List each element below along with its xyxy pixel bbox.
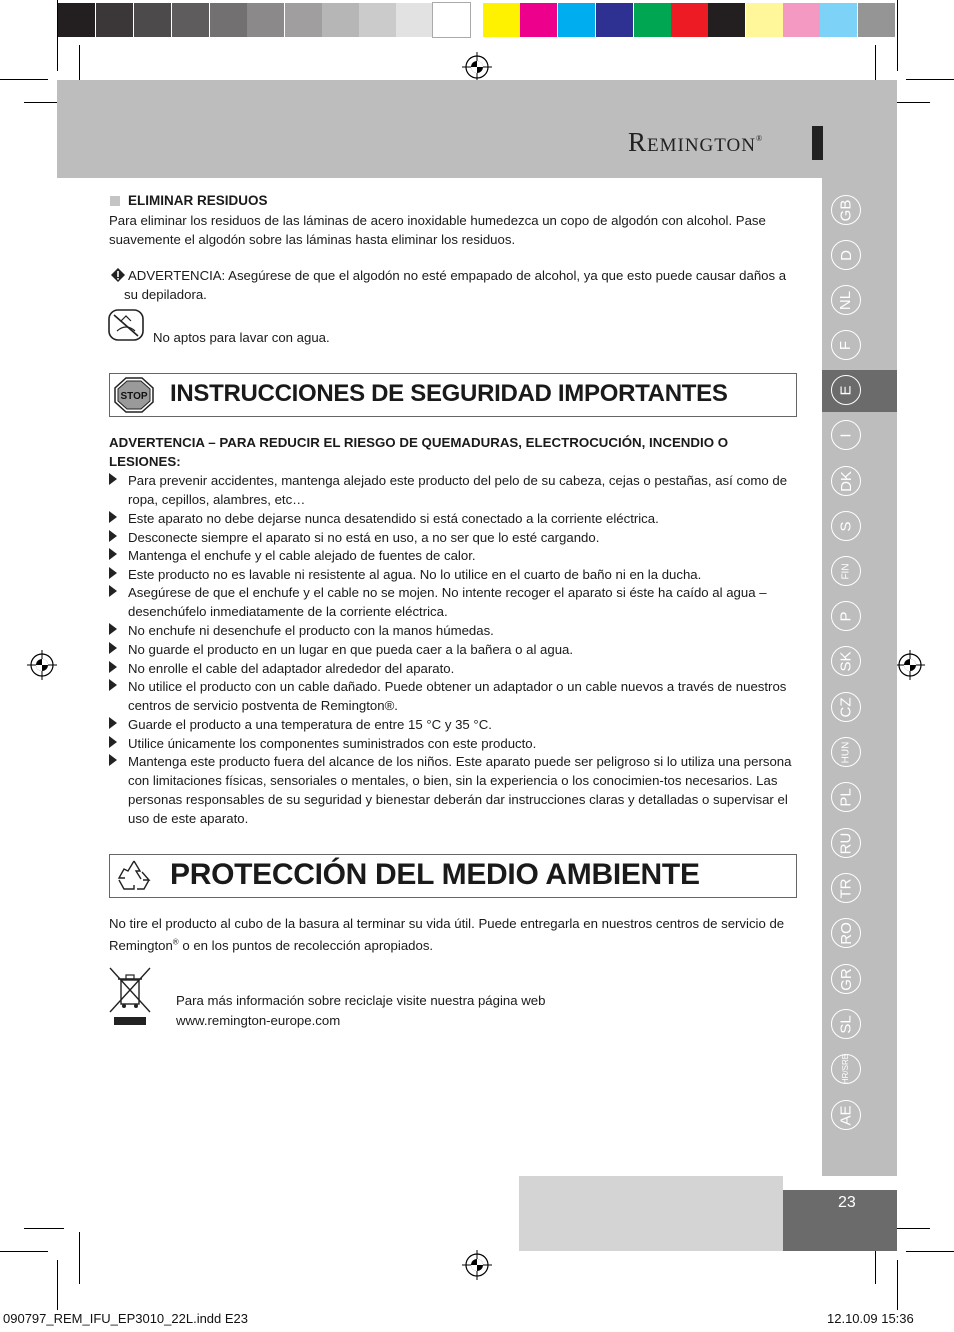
svg-text:STOP: STOP xyxy=(120,391,148,402)
language-tab-label: HR/SRB xyxy=(841,1053,851,1085)
language-tab-label: GB xyxy=(837,199,855,221)
process-color-swatch xyxy=(671,3,708,37)
language-tab-ae[interactable] xyxy=(831,1100,861,1130)
logo-bar xyxy=(812,126,823,160)
language-tab-e[interactable] xyxy=(831,375,861,405)
recycle-info-url[interactable]: www.remington-europe.com xyxy=(176,1013,341,1028)
environment-section-header xyxy=(109,854,797,898)
language-tab-ro[interactable] xyxy=(831,918,861,948)
recycle-info-line1: Para más información sobre reciclaje visite nuestra página web xyxy=(176,993,546,1008)
safety-item: Asegúrese de que el enchufe y el cable no se mojen. No intente recoger el aparato si éste ha caído al agua – desenchúfelo inmediatamente de la corriente eléctrica. xyxy=(128,585,767,619)
bullet-arrow-icon xyxy=(109,679,124,694)
environment-title: PROTECCIÓN DEL MEDIO AMBIENTE xyxy=(170,858,700,891)
language-tab-fin[interactable] xyxy=(831,556,861,586)
gray-swatch xyxy=(96,3,133,37)
language-tab-hun[interactable] xyxy=(831,737,861,767)
safety-item: Este producto no es lavable ni resistente al agua. No lo utilice en el cuarto de baño ni en la ducha. xyxy=(128,567,702,582)
language-tab-label: NL xyxy=(837,290,855,310)
language-tab-label: D xyxy=(837,249,855,261)
language-tab-cz[interactable] xyxy=(831,692,861,722)
bullet-arrow-icon xyxy=(109,548,124,563)
environment-paragraph xyxy=(109,914,799,955)
gray-swatch xyxy=(322,3,359,37)
language-tab-sk[interactable] xyxy=(831,646,861,676)
no-water-text: No aptos para lavar con agua. xyxy=(153,330,330,345)
language-tab-label: RU xyxy=(837,832,855,854)
language-tab-s[interactable] xyxy=(831,511,861,541)
process-color-swatch xyxy=(783,3,820,37)
bullet-arrow-icon xyxy=(109,585,124,600)
recycle-icon xyxy=(115,858,153,894)
safety-item: Guarde el producto a una temperatura de entre 15 °C y 35 °C. xyxy=(128,717,492,732)
language-tab-label: PL xyxy=(837,787,855,807)
registration-mark-top xyxy=(462,52,492,82)
process-color-swatch xyxy=(708,3,745,37)
bullet-arrow-icon xyxy=(109,642,124,657)
safety-item: Este aparato no debe dejarse nunca desatendido si está conectado a la corriente eléctrica. xyxy=(128,511,659,526)
language-tab-hr-srb[interactable] xyxy=(831,1054,861,1084)
language-tab-label: I xyxy=(837,432,855,438)
bullet-arrow-icon xyxy=(109,530,124,545)
safety-section-header xyxy=(109,373,797,417)
language-tab-label: F xyxy=(837,340,855,350)
bullet-arrow-icon xyxy=(109,623,124,638)
safety-title: INSTRUCCIONES DE SEGURIDAD IMPORTANTES xyxy=(170,380,728,407)
bullet-arrow-icon xyxy=(109,511,124,526)
language-tab-ru[interactable] xyxy=(831,828,861,858)
language-tab-label: TR xyxy=(837,878,855,898)
gray-swatch xyxy=(359,3,396,37)
gray-swatch xyxy=(134,3,171,37)
language-tab-dk[interactable] xyxy=(831,466,861,496)
process-color-swatch xyxy=(558,3,595,37)
process-color-swatch xyxy=(820,3,857,37)
gray-swatch xyxy=(433,3,470,37)
process-color-swatch xyxy=(858,3,895,37)
language-tab-nl[interactable] xyxy=(831,285,861,315)
language-tab-gr[interactable] xyxy=(831,964,861,994)
language-tab-label: FIN xyxy=(840,562,852,580)
language-tab-tr[interactable] xyxy=(831,873,861,903)
process-color-swatch xyxy=(746,3,783,37)
residue-warning: ADVERTENCIA: Asegúrese de que el algodón no esté empapado de alcohol, ya que esto puede causar daños a su depiladora. xyxy=(124,268,787,302)
gray-swatch xyxy=(58,3,95,37)
environment-paragraph-text: No tire el producto al cubo de la basura al terminar su vida útil. Puede entregarla en nuestros centros de servicio de Remington® o en los puntos de recolección apropiados. xyxy=(109,916,785,954)
language-tab-pl[interactable] xyxy=(831,782,861,812)
gray-swatch xyxy=(210,3,247,37)
process-color-swatch xyxy=(634,3,671,37)
language-tab-label: DK xyxy=(837,470,855,492)
registration-mark-left xyxy=(27,650,57,680)
process-color-swatch xyxy=(596,3,633,37)
footer-band xyxy=(519,1176,783,1251)
page-header xyxy=(57,80,897,178)
bullet-arrow-icon xyxy=(109,754,124,769)
language-tab-label: CZ xyxy=(837,697,855,717)
safety-item: Utilice únicamente los componentes suministrados con este producto. xyxy=(128,736,537,751)
file-slug: 090797_REM_IFU_EP3010_22L.indd E23 xyxy=(3,1311,249,1326)
safety-item: Para prevenir accidentes, mantenga alejado este producto del pelo de su cabeza, cejas o pestañas, así como de ropa, cepillos, alambres, etc… xyxy=(128,473,788,507)
weee-bin-icon xyxy=(108,966,152,1028)
page-number: 23 xyxy=(838,1194,856,1211)
safety-item: Desconecte siempre el aparato si no está en uso, a no ser que lo esté cargando. xyxy=(128,530,600,545)
language-tab-label: S xyxy=(837,520,855,532)
language-tab-label: HUN xyxy=(840,741,852,763)
language-tab-label: AE xyxy=(837,1104,855,1126)
language-tab-label: SL xyxy=(837,1014,855,1034)
residue-heading: ELIMINAR RESIDUOS xyxy=(128,193,268,208)
section-bullet-square xyxy=(110,196,120,206)
gray-swatch xyxy=(396,3,433,37)
safety-item: No guarde el producto en un lugar en que pueda caer a la bañera o al agua. xyxy=(128,642,574,657)
process-color-swatch xyxy=(483,3,520,37)
date-slug: 12.10.09 15:36 xyxy=(827,1311,914,1326)
bullet-arrow-icon xyxy=(109,661,124,676)
language-tab-label: E xyxy=(837,384,855,396)
language-tab-p[interactable] xyxy=(831,601,861,631)
gray-swatch xyxy=(285,3,322,37)
no-water-icon xyxy=(108,309,144,341)
bullet-arrow-icon xyxy=(109,473,124,488)
gray-swatch xyxy=(172,3,209,37)
safety-item: No utilice el producto con un cable dañado. Puede obtener un adaptador o un cable nuevos a través de nuestros centros de servicio postventa de Remington®. xyxy=(128,679,787,713)
language-tab-label: SK xyxy=(837,650,855,672)
safety-item: Mantenga este producto fuera del alcance de los niños. Este aparato puede ser peligroso si lo utiliza una persona con limitaciones físicas, sensoriales o mentales, o bien, sin la experiencia o los conocimien-tos necesarios. Las personas responsables de su seguridad y bienestar deberán dar instrucciones claras y detalladas o supervisar el uso de este aparato. xyxy=(128,754,792,826)
bullet-arrow-icon xyxy=(109,736,124,751)
residue-paragraph: Para eliminar los residuos de las láminas de acero inoxidable humedezca un copo de algodón con alcohol. Pase suavemente el algodón sobre las láminas hasta eliminar los residuos. xyxy=(109,213,766,247)
bullet-arrow-icon xyxy=(109,567,124,582)
registration-mark-bottom xyxy=(462,1250,492,1280)
language-tab-gb[interactable] xyxy=(831,195,861,225)
stop-icon xyxy=(114,377,154,413)
process-color-swatch xyxy=(520,3,557,37)
registration-mark-right xyxy=(895,650,925,680)
language-tab-label: P xyxy=(837,610,855,622)
language-tab-label: GR xyxy=(837,967,855,991)
safety-item: Mantenga el enchufe y el cable alejado de fuentes de calor. xyxy=(128,548,476,563)
language-tab-label: RO xyxy=(837,921,855,945)
language-tab-d[interactable] xyxy=(831,240,861,270)
bullet-arrow-icon xyxy=(109,717,124,732)
safety-item: No enchufe ni desenchufe el producto con la manos húmedas. xyxy=(128,623,494,638)
safety-warning-heading: ADVERTENCIA – PARA REDUCIR EL RIESGO DE QUEMADURAS, ELECTROCUCIÓN, INCENDIO O LESIONES: xyxy=(109,435,729,469)
safety-item: No enrolle el cable del adaptador alrededor del aparato. xyxy=(128,661,455,676)
gray-swatch xyxy=(247,3,284,37)
language-tab-i[interactable] xyxy=(831,420,861,450)
brand-logo: Remington® xyxy=(628,127,764,157)
